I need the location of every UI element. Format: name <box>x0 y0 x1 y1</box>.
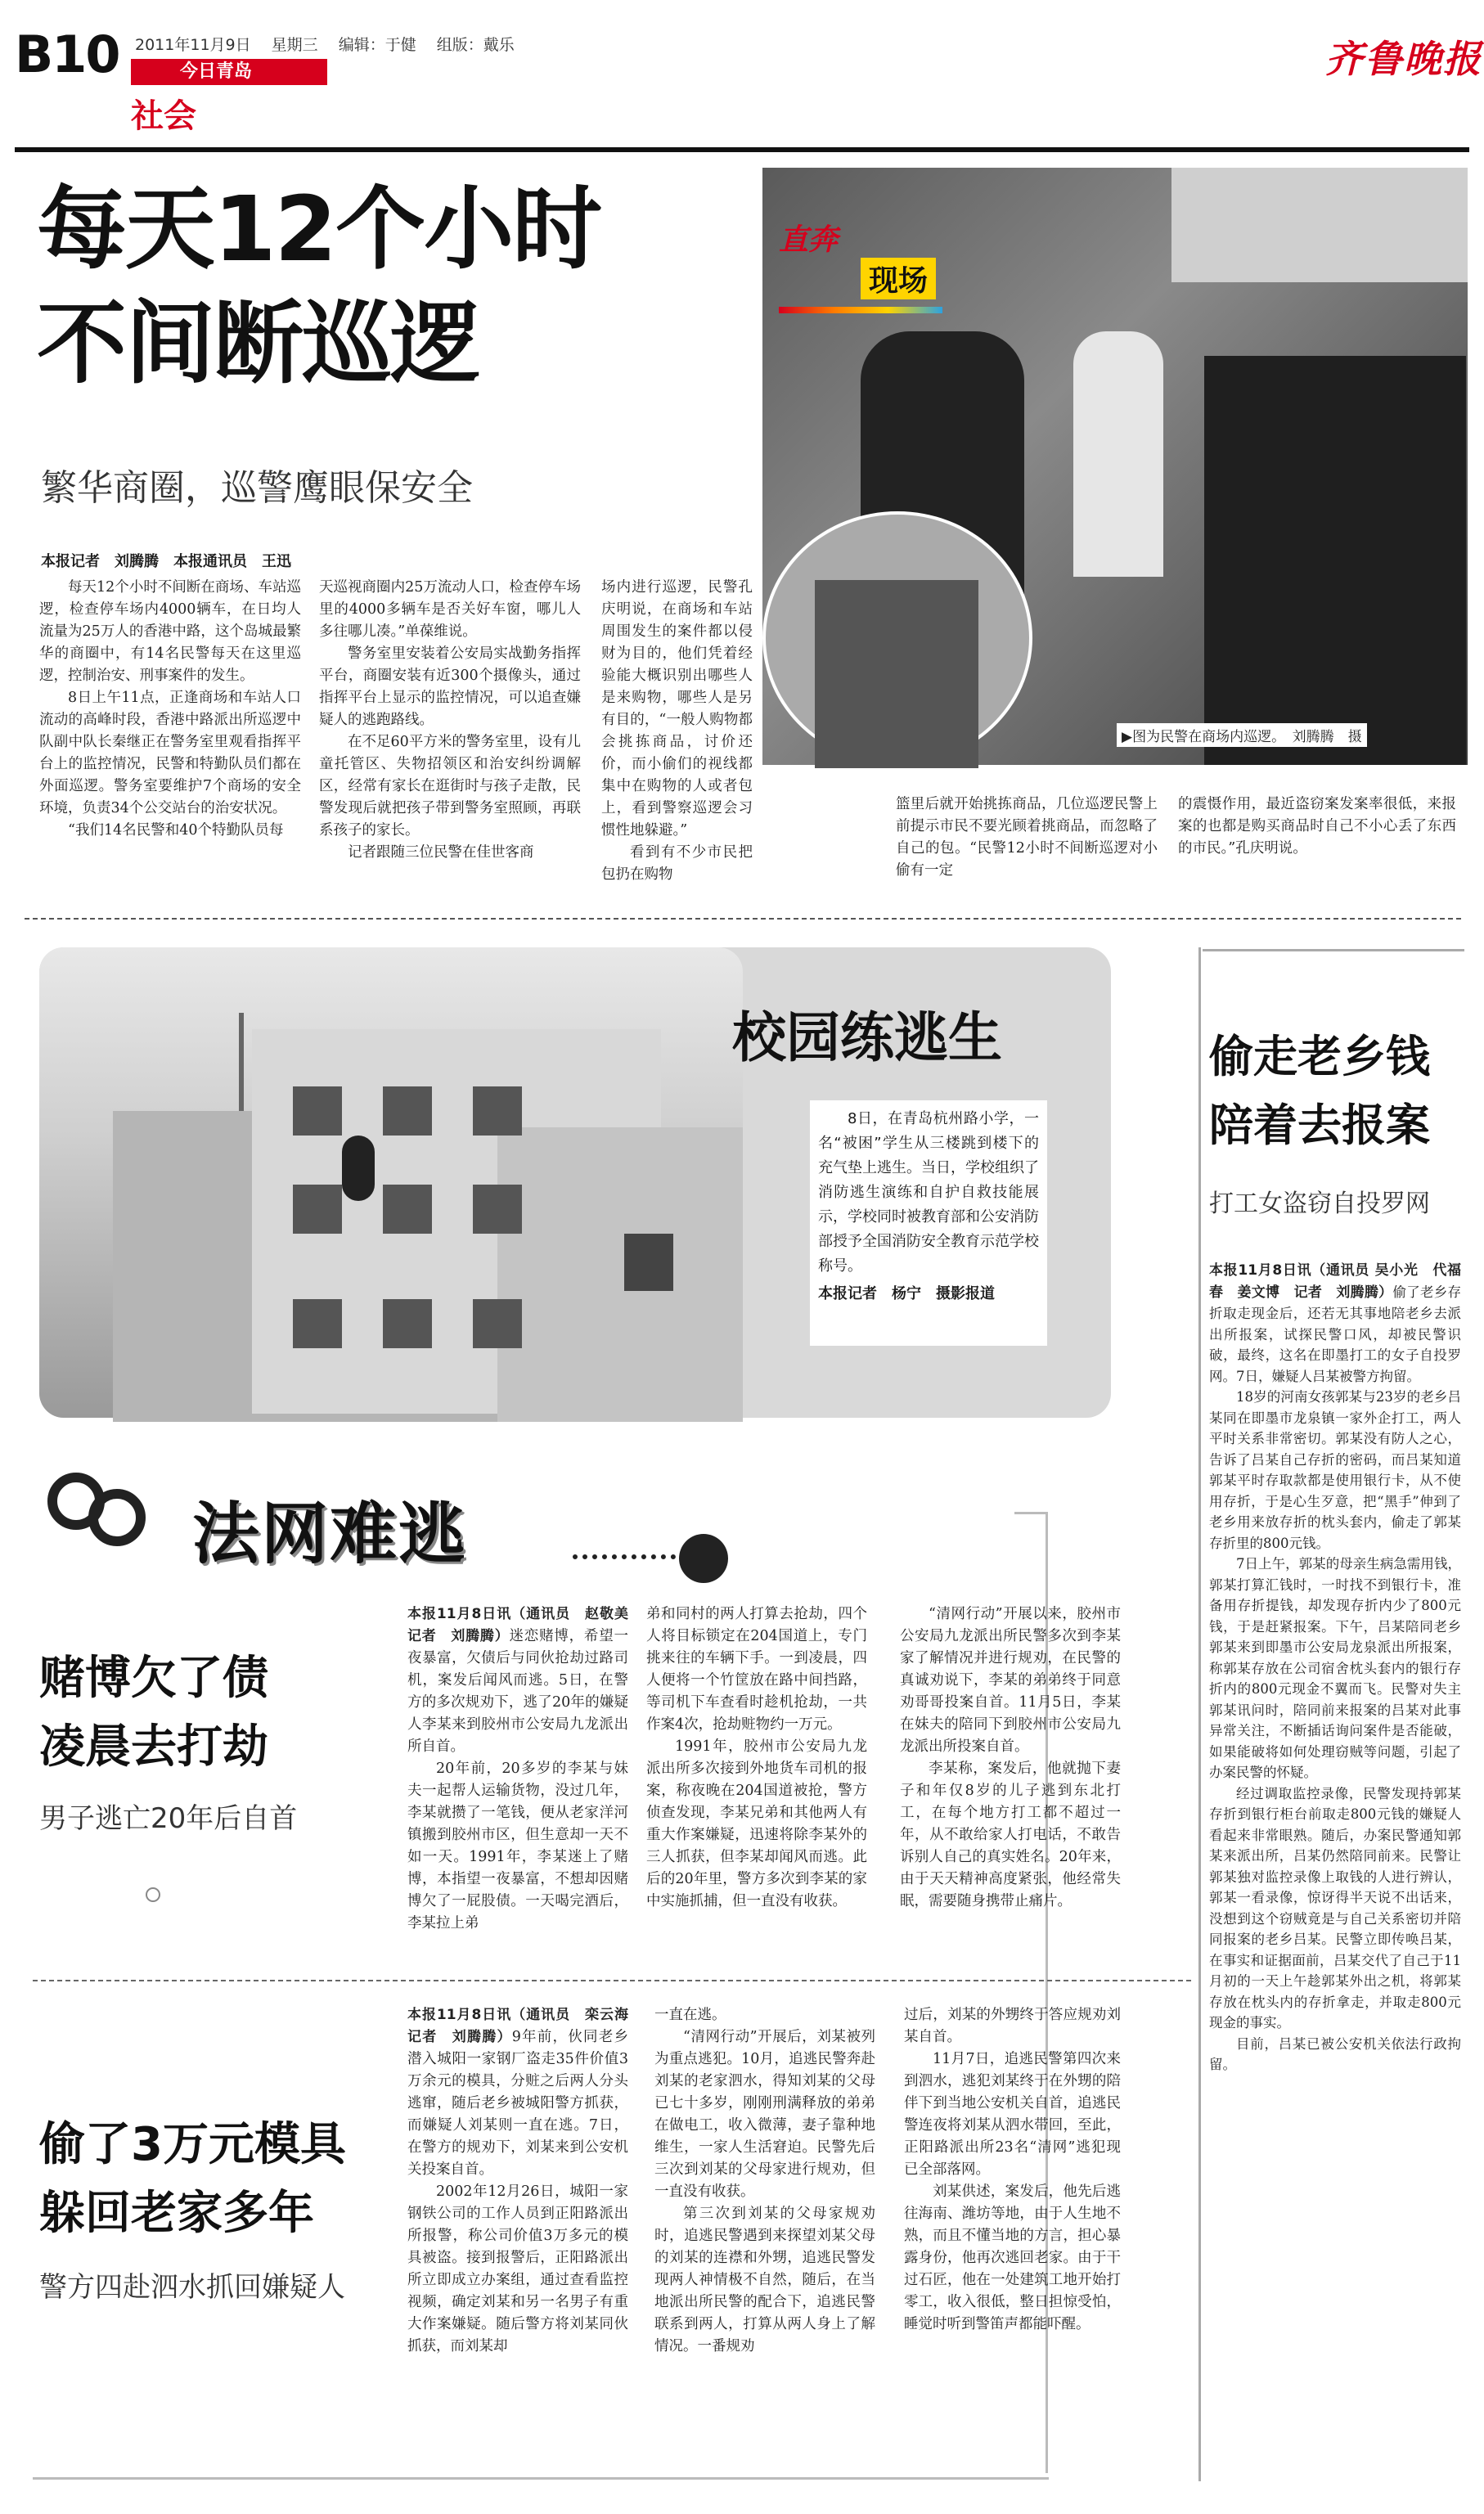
photo-feature-title: 校园练逃生 <box>732 1006 1002 1069</box>
story1-divider <box>25 918 1464 920</box>
story1-subhead: 繁华商圈，巡警鹰眼保安全 <box>41 467 473 509</box>
badge-xianchang: 现场 <box>861 258 936 299</box>
school-photo <box>39 947 743 1418</box>
story1-photo <box>762 168 1468 765</box>
story1-byline: 本报记者 刘腾腾 本报通讯员 王迅 <box>41 553 291 570</box>
story3-headline: 偷了3万元模具 躲回老家多年 <box>39 2118 346 2240</box>
header-meta <box>135 33 515 55</box>
section-banner: 今日青岛 <box>131 59 327 85</box>
story1-headline: 每天12个小时 不间断巡逻 <box>37 177 601 396</box>
story2-divider <box>33 1980 1194 1981</box>
story2-col2: 弟和同村的两人打算去抢劫，四个人将目标锁定在204国道上，专门挑来往的车辆下手。一到凌晨，四人便将一个竹筐放在路中间挡路，等司机下车查看时趁机抢劫，一共作案4次，抢劫赃物约一万元。 1991年，胶州市公安局九龙派出所多次接到外地货车司机的报案，称夜晚在204国道被抢，警方侦查发现，李某兄弟和其他两人有重大作案嫌疑，迅速将除李某外的三人抓获，但李某却闻风而逃。此后的20年里，警方多次到李某的家中实施抓捕，但一直没有收获。 <box>646 1606 867 1909</box>
story3-col1: 本报11月8日讯（通讯员 栾云海 记者 刘腾腾）9年前，伙同老乡潜入城阳一家钢厂盗走35件价值3万余元的模具，分赃之后两人分头逃窜，随后老乡被城阳警方抓获，而嫌疑人刘某则一直在逃。7日，在警方的规劝下，刘某来到公安机关投案自首。 2002年12月26日，城阳一家钢铁公司的工作人员到正阳路派出所报警，称公司价值3万多元的模具被盗。接到报警后，正阳路派出所立即成立办案组，通过查看监控视频，确定刘某和另一名男子有重大作案嫌疑。随后警方将刘某同伙抓获，而刘某却 <box>407 2007 642 2354</box>
page-code: B10 <box>15 25 119 84</box>
story1-col5: 的震慑作用，最近盗窃案发案率很低，来报案的也都是购买商品时自己不小心丢了东西的市民。”孔庆明说。 <box>1178 796 1456 857</box>
story3-col2: 一直在逃。 “清网行动”开展后，刘某被列为重点逃犯。10月，追逃民警奔赴刘某的老家泗水，得知刘某的父母已七十多岁，刚刚刑满释放的弟弟在做电工，收入微薄，妻子靠种地维生，一家人生活窘迫。民警先后三次到刘某的父母家进行规劝，但一直没有收获。 第三次到刘某的父母家规劝时，追逃民警遇到来探望刘某父母的刘某的连襟和外甥，追逃民警发现两人神情极不自然，随后，在当地派出所民警的配合下，追逃民警联系到两人，打算从两人身上了解情况。一番规劝 <box>654 2007 875 2354</box>
story3-bottom-rule <box>33 2477 1049 2480</box>
layout-credit: 组版：戴乐 <box>436 36 515 54</box>
story1-col1: 每天12个小时不间断在商场、车站巡逻，检查停车场内4000辆车，在日均人流量为25万人的香港中路，这个岛城最繁华的商圈中，有14名民警每天在这里巡逻，控制治安、刑事案件的发生。 8日上午11点，正逢商场和车站人口流动的高峰时段，香港中路派出所巡逻中队副中队长秦继正在警务室里观看指挥平台上的监控情况，民警和特勤队员们都在外面巡逻。警务室要维护7个商场的安全环境，负责34个公交站台的治安状况。 “我们14名民警和40个特勤队员每 <box>39 579 301 839</box>
story1-col3: 场内进行巡逻，民警孔庆明说，在商场和车站周围发生的案件都以侵财为目的，他们凭着经验能大概识别出哪些人是来购物，哪些人是另有目的，“一般人购物都会挑拣商品，讨价还价，而小偷们的视线都集中在购物的人或者包上，看到警察巡逻会习惯性地躲避。” 看到有不少市民把包扔在购物 <box>601 579 753 883</box>
story2-headline: 赌博欠了债 凌晨去打劫 <box>39 1652 268 1774</box>
masthead-logo: 齐鲁晚报 <box>1325 37 1482 81</box>
side-divider <box>1198 947 1201 2481</box>
side-top-rule <box>1203 949 1464 974</box>
story1-col2: 天巡视商圈内25万流动人口，检查停车场里的4000多辆车是否关好车窗，哪儿人多往哪儿凑。”单葆维说。 警务室里安装着公安局实战勤务指挥平台，商圈安装有近300个摄像头，通过指挥平台上显示的监控情况，可以追查嫌疑人的逃跑路线。 在不足60平方米的警务室里，设有儿童托管区、失物招领区和治安纠纷调解区，经常有家长在逛街时与孩子走散，民警发现后就把孩子带到警务室照顾，再联系孩子的家长。 记者跟随三位民警在佳世客商 <box>319 579 581 861</box>
side-subhead: 打工女盗窃自投罗网 <box>1209 1190 1430 1218</box>
story2-col3: “清网行动”开展以来，胶州市公安局九龙派出所民警多次到李某家了解情况并进行规劝，在民警的真诚劝说下，李某的弟弟终于同意劝哥哥投案自首。11月5日，李某在妹夫的陪同下到胶州市公安局九龙派出所投案自首。 李某称，案发后，他就抛下妻子和年仅8岁的儿子逃到东北打工，在每个地方打工都不超过一年，从不敢给家人打电话，不敢告诉别人自己的真实姓名。20年来，由于天天精神高度紧张，他经常失眠，需要随身携带止痛片。 <box>900 1606 1121 1909</box>
story1-photo-caption: ▶图为民警在商场内巡逻。 刘腾腾 摄 <box>1117 723 1367 747</box>
fawang-label: 法网难逃 <box>192 1495 468 1573</box>
story1-col4: 篮里后就开始挑拣商品，几位巡逻民警上前提示市民不要光顾着挑商品，而忽略了自己的包。“民警12小时不间断巡逻对小偷有一定 <box>896 796 1158 879</box>
story3-subhead: 警方四赴泗水抓回嫌疑人 <box>39 2271 345 2304</box>
story3-col3: 过后，刘某的外甥终于答应规劝刘某自首。 11月7日，追逃民警第四次来到泗水，逃犯刘某终于在外甥的陪伴下到当地公安机关自首，追逃民警连夜将刘某从泗水带回，至此，正阳路派出所23名“清网”逃犯现已全部落网。 刘某供述，案发后，他先后逃往海南、潍坊等地，由于人生地不熟，而且不懂当地的方言，担心暴露身份，他再次逃回老家。由于干过石匠，他在一处建筑工地开始打零工，收入很低，整日担惊受怕，睡觉时听到警笛声都能吓醒。 <box>904 2007 1121 2332</box>
header-rule <box>15 147 1469 152</box>
handcuff-icon <box>47 1464 146 1546</box>
editor: 编辑：于健 <box>338 36 416 54</box>
badge-zhiben: 直奔 <box>779 223 839 257</box>
fawang-top-tick <box>1014 1512 1047 1514</box>
story2-subhead: 男子逃亡20年后自首 <box>39 1802 298 1835</box>
section-name: 社会 <box>131 97 196 135</box>
side-headline: 偷走老乡钱 陪着去报案 <box>1209 1031 1430 1151</box>
chain-ball-icon <box>573 1505 736 1587</box>
date: 2011年11月9日 <box>135 36 251 54</box>
weekday: 星期三 <box>271 36 318 54</box>
side-body: 本报11月8日讯（通讯员 吴小光 代福春 姜文博 记者 刘腾腾）偷了老乡存折取走现金后，还若无其事地陪老乡去派出所报案，试探民警口风，却被民警识破，最终，这名在即墨打工的女子自投罗网。7日，嫌疑人吕某被警方拘留。 18岁的河南女孩郭某与23岁的老乡吕某同在即墨市龙泉镇一家外企打工，两人平时关系非常密切。郭某没有防人之心，告诉了吕某自己存折的密码，而吕某知道郭某平时存取款都是使用银行卡，从不使用存折，于是心生歹意，把“黑手”伸到了老乡用来放存折的枕头套内，偷走了郭某存折里的800元钱。 7日上午，郭某的母亲生病急需用钱，郭某打算汇钱时，一时找不到银行卡，准备用存折提钱，却发现存折内少了800元钱，于是赶紧报案。下午，吕某陪同老乡郭某来到即墨市公安局龙泉派出所报案，称郭某存放在公司宿舍枕头套内的银行存折内的800元现金不翼而飞。民警对失主郭某讯问时，陪同前来报案的吕某对此事异常关注，不断插话询问案件是否能破，如果能破将如何处理窃贼等问题，引起了办案民警的怀疑。 经过调取监控录像，民警发现持郭某存折到银行柜台前取走800元钱的嫌疑人看起来非常眼熟。随后，办案民警通知郭某来派出所，吕某仍然陪同前来。民警让郭某独对监控录像上取钱的人进行辨认，郭某一看录像，惊讶得半天说不出话来，没想到这个窃贼竟是与自己关系密切并陪同报案的老乡吕某。民警立即传唤吕某，在事实和证据面前，吕某交代了自己于11月初的一天上午趁郭某外出之机，将郭某存放在枕头内的存折拿走，并取走800元现金的事实。 目前，吕某已被公安机关依法行政拘留。 <box>1209 1262 1462 2072</box>
fawang-mid-dot <box>146 1887 160 1902</box>
photo-feature-textbox: 8日，在青岛杭州路小学，一名“被困”学生从三楼跳到楼下的充气垫上逃生。当日，学校组织了消防逃生演练和自护自救技能展示，学校同时被教育部和公安消防部授予全国消防安全教育示范学校称号。 本报记者 杨宁 摄影报道 <box>810 1100 1047 1346</box>
story2-col1: 本报11月8日讯（通讯员 赵敬美 记者 刘腾腾）迷恋赌博，希望一夜暴富，欠债后与同伙抢劫过路司机，案发后闻风而逃。5日，在警方的多次规劝下，逃了20年的嫌疑人李某来到胶州市公安局九龙派出所自首。 20年前，20多岁的李某与妹夫一起帮人运输货物，没过几年，李某就攒了一笔钱，便从老家洋河镇搬到胶州市区，但生意却一天不如一天。1991年，李某迷上了赌博，本指望一夜暴富，不想却因赌博欠了一屁股债。一天喝完酒后，李某拉上弟 <box>407 1606 642 1932</box>
